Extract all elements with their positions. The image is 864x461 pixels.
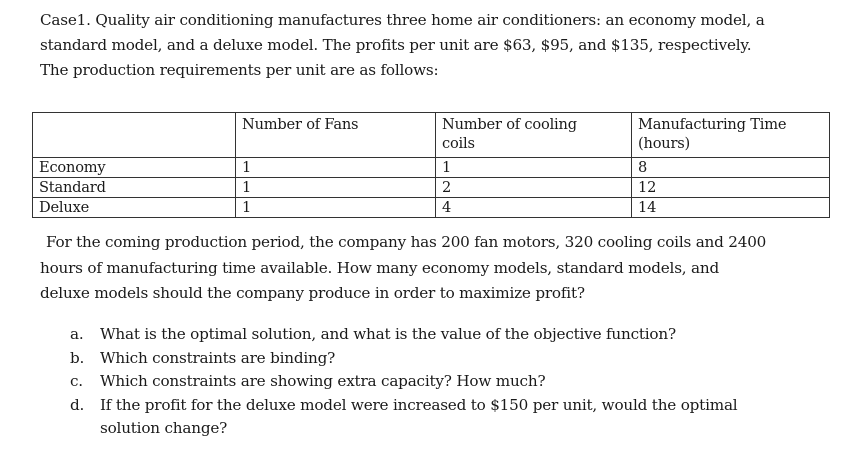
question-item bbox=[70, 370, 737, 394]
time-cell: 12 bbox=[632, 178, 830, 198]
followup-line: hours of manufacturing time available. How many economy models, standard models, and bbox=[40, 258, 720, 277]
production-requirements-table bbox=[32, 112, 830, 218]
followup-line: deluxe models should the company produce in order to maximize profit? bbox=[40, 284, 585, 302]
question-marker: d. bbox=[70, 395, 85, 414]
header-time-line: Manufacturing Time bbox=[638, 116, 787, 133]
header-cell-blank bbox=[33, 113, 236, 158]
model-name-cell: Standard bbox=[33, 178, 236, 198]
table-row bbox=[33, 178, 830, 198]
table-row bbox=[33, 158, 830, 178]
header-cell-coils bbox=[436, 113, 632, 158]
intro-line: standard model, and a deluxe model. The profits per unit are $63, $95, and $135, respectively. bbox=[40, 36, 752, 54]
model-name-cell: Deluxe bbox=[33, 198, 236, 218]
question-list bbox=[70, 323, 737, 441]
fans-cell: 1 bbox=[236, 158, 436, 178]
question-text: What is the optimal solution, and what is the value of the objective function? bbox=[100, 325, 676, 343]
question-item bbox=[70, 347, 737, 371]
fans-cell: 1 bbox=[236, 178, 436, 198]
time-cell: 8 bbox=[632, 158, 830, 178]
question-item bbox=[70, 394, 737, 441]
question-marker: a. bbox=[70, 325, 84, 343]
question-item bbox=[70, 323, 737, 347]
table-header-row bbox=[33, 113, 830, 158]
intro-line: Case1. Quality air conditioning manufactures three home air conditioners: an economy model, a bbox=[40, 11, 765, 29]
availability-paragraph bbox=[40, 230, 840, 307]
header-cell-time bbox=[632, 113, 830, 158]
header-coils-line: Number of cooling bbox=[442, 116, 577, 133]
intro-line: The production requirements per unit are as follows: bbox=[40, 61, 439, 79]
question-text: Which constraints are showing extra capacity? How much? bbox=[100, 372, 546, 390]
fans-cell: 1 bbox=[236, 198, 436, 218]
table-row bbox=[33, 198, 830, 218]
header-cell-fans: Number of Fans bbox=[236, 113, 436, 158]
followup-line: For the coming production period, the company has 200 fan motors, 320 cooling coils and 2400 bbox=[46, 233, 767, 251]
coils-cell: 4 bbox=[436, 198, 632, 218]
model-name-cell: Economy bbox=[33, 158, 236, 178]
case-intro-paragraph bbox=[40, 8, 840, 83]
header-time-line: (hours) bbox=[638, 135, 691, 152]
coils-cell: 2 bbox=[436, 178, 632, 198]
question-marker: b. bbox=[70, 348, 85, 367]
question-text: If the profit for the deluxe model were increased to $150 per unit, would the optimal bbox=[100, 395, 738, 414]
time-cell: 14 bbox=[632, 198, 830, 218]
question-text: Which constraints are binding? bbox=[100, 348, 336, 367]
header-coils-line: coils bbox=[442, 135, 475, 152]
coils-cell: 1 bbox=[436, 158, 632, 178]
question-marker: c. bbox=[70, 372, 83, 390]
question-text-continued: solution change? bbox=[100, 419, 228, 437]
